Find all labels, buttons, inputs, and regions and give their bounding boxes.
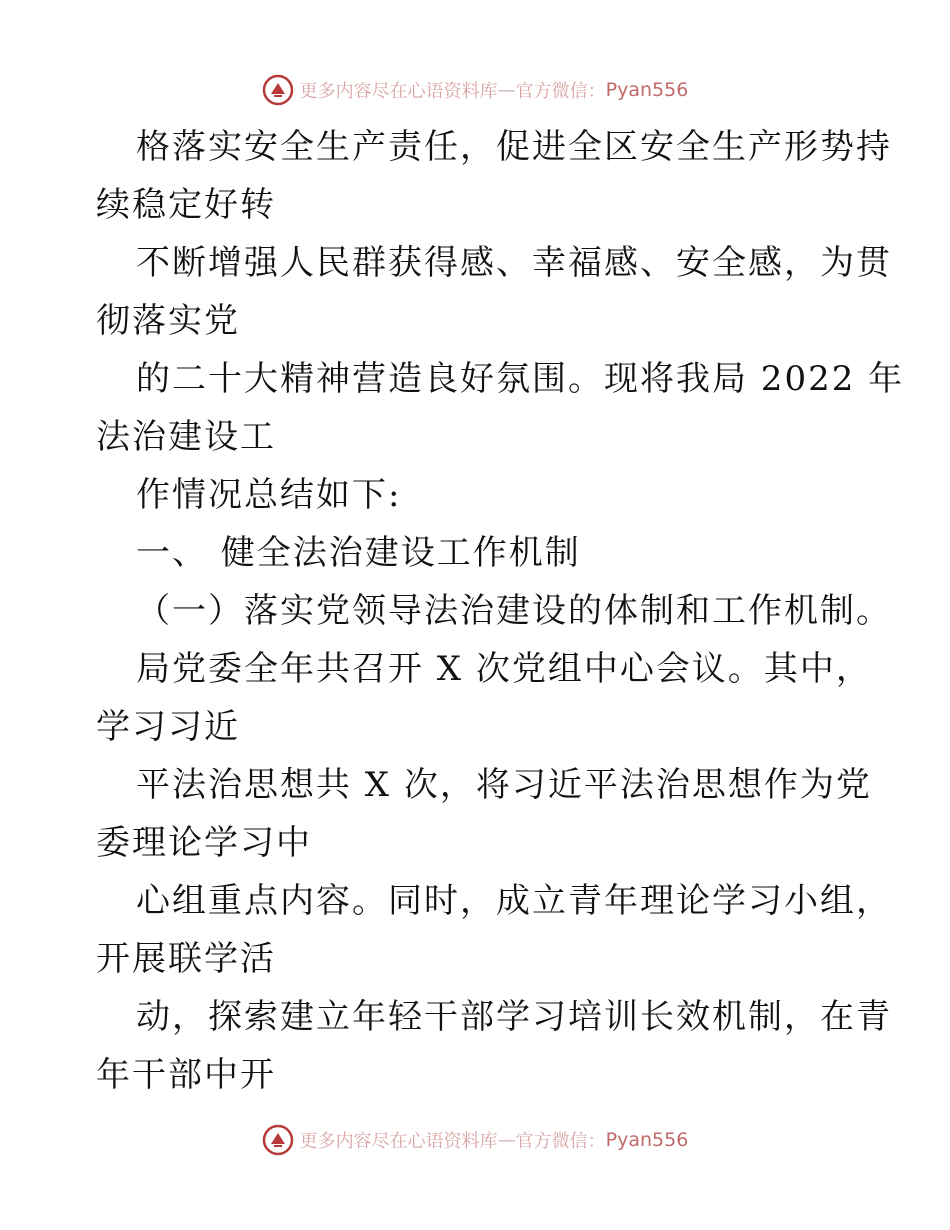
body-line-4: 彻落实党 xyxy=(96,301,240,341)
body-line-17: 年干部中开 xyxy=(96,1055,276,1095)
watermark-footer xyxy=(0,1120,950,1160)
body-line-13: 委理论学习中 xyxy=(96,823,312,863)
watermark-label: 官方微信： xyxy=(515,81,606,102)
subsection-heading-1: （一）落实党领导法治建设的体制和工作机制。 xyxy=(136,591,892,631)
section-heading-1: 一、 健全法治建设工作机制 xyxy=(136,533,581,573)
body-line-11: 学习习近 xyxy=(96,707,240,747)
body-line-14: 心组重点内容。同时，成立青年理论学习小组， xyxy=(136,881,892,921)
body-line-6: 法治建设工 xyxy=(96,417,276,457)
book-pen-logo-icon xyxy=(262,1124,294,1156)
body-line-5: 的二十大精神营造良好氛围。现将我局 2022 年 xyxy=(136,359,905,399)
body-line-3: 不断增强人民群获得感、幸福感、安全感，为贯 xyxy=(136,243,892,283)
book-pen-logo-icon xyxy=(262,74,294,106)
document-body xyxy=(96,118,905,1104)
watermark-handle: Pyan556 xyxy=(605,79,689,101)
body-line-1: 格落实安全生产责任，促进全区安全生产形势持 xyxy=(136,127,892,167)
body-line-2: 续稳定好转 xyxy=(96,185,276,225)
watermark-label: 官方微信： xyxy=(515,1131,606,1152)
body-line-10: 局党委全年共召开 X 次党组中心会议。其中， xyxy=(136,649,872,689)
watermark-text: 更多内容尽在心语资料库 xyxy=(299,81,498,102)
watermark-handle: Pyan556 xyxy=(605,1129,689,1151)
body-line-12: 平法治思想共 X 次，将习近平法治思想作为党 xyxy=(136,765,872,805)
body-line-15: 开展联学活 xyxy=(96,939,276,979)
body-line-7: 作情况总结如下: xyxy=(136,475,402,515)
watermark-separator: — xyxy=(497,1129,516,1151)
body-line-16: 动，探索建立年轻干部学习培训长效机制，在青 xyxy=(136,997,892,1037)
watermark-header xyxy=(0,70,950,110)
watermark-text: 更多内容尽在心语资料库 xyxy=(299,1131,498,1152)
watermark-separator: — xyxy=(497,79,516,101)
